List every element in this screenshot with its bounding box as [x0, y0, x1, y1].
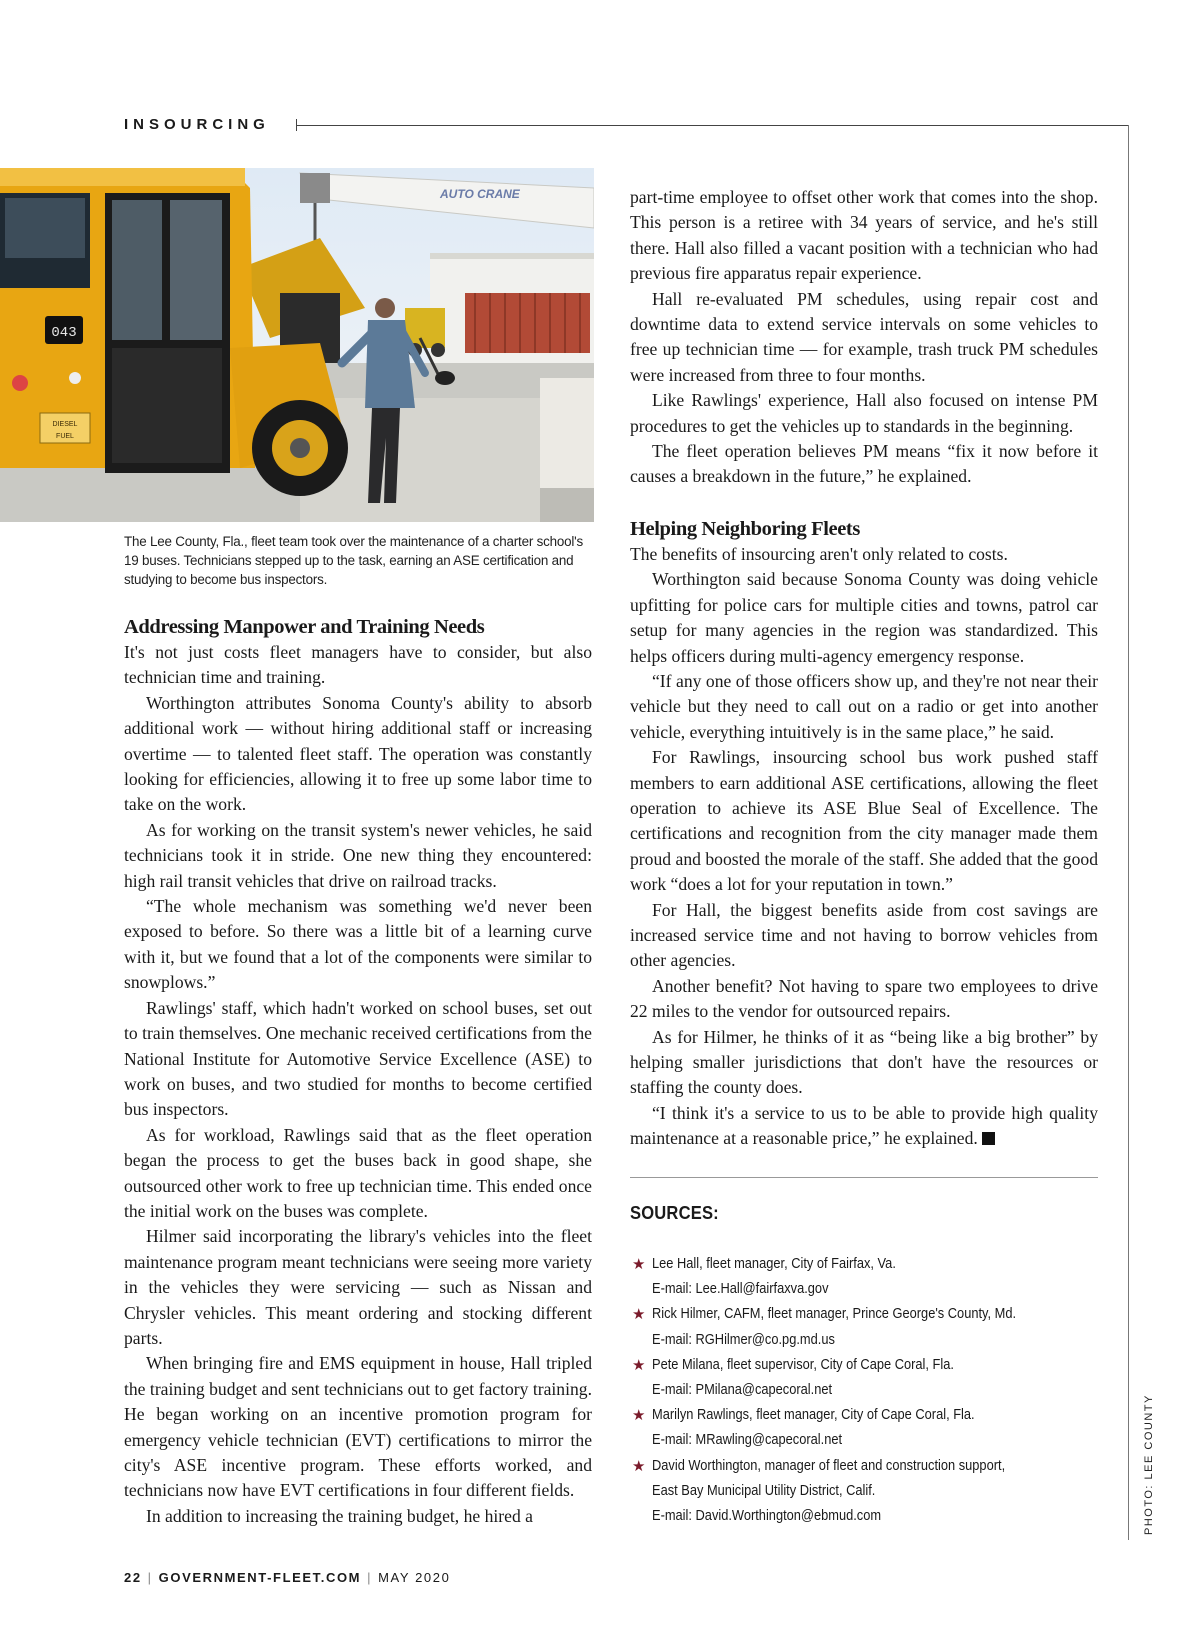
paragraph: Hilmer said incorporating the library's vehicles into the fleet maintenance program meant technicians were seeing more variety in the vehicles they were servicing — such as Nissan and Chrysler vehicles. This meant ordering and stocking different parts.	[124, 1226, 592, 1348]
source-item	[632, 1353, 1102, 1403]
sources-title: SOURCES:	[630, 1203, 719, 1223]
photo-caption: The Lee County, Fla., fleet team took over the maintenance of a charter school's 19 buses. Technicians stepped up to the task, earning an ASE certification and studying to become bus inspectors.	[124, 534, 583, 587]
source-line: East Bay Municipal Utility District, Calif.	[652, 1482, 876, 1499]
paragraph: Another benefit? Not having to spare two employees to drive 22 miles to the vendor for outsourced repairs.	[630, 975, 1098, 1022]
paragraph: Worthington attributes Sonoma County's ability to absorb additional work — without hiring additional staff or increasing overtime — to talented fleet staff. The operation was constantly looking for efficiencies, allowing it to free up some labor time to take on the work.	[124, 692, 592, 815]
end-of-article-mark	[982, 1132, 995, 1145]
paragraph: For Hall, the biggest benefits aside from cost savings are increased service time and not having to borrow vehicles from other agencies.	[630, 899, 1098, 971]
paragraph: “If any one of those officers show up, and they're not near their vehicle but they need to call out on a radio or get into another vehicle, everything intuitively is in the same place,” he said.	[630, 670, 1098, 742]
paragraph: “The whole mechanism was something we'd never been exposed to before. So there was a little bit of a learning curve with it, but we found that a lot of the components were similar to snowplows.”	[124, 896, 592, 993]
section-label: INSOURCING	[124, 116, 270, 133]
right-column	[630, 185, 1098, 1152]
left-column	[124, 614, 592, 1529]
star-icon: ★	[632, 1457, 646, 1475]
source-line: Rick Hilmer, CAFM, fleet manager, Prince George's County, Md.	[652, 1306, 1017, 1323]
paragraph: Like Rawlings' experience, Hall also focused on intense PM procedures to get the vehicles up to standards in the beginning.	[630, 390, 1098, 436]
paragraph: It's not just costs fleet managers have to consider, but also technician time and training.	[124, 642, 592, 688]
paragraph: Rawlings' staff, which hadn't worked on school buses, set out to train themselves. One mechanic received certifications from the National Institute for Automotive Service Excellence (ASE) to work on buses, and two studied for months to become certified bus inspectors.	[124, 997, 592, 1120]
source-line: David Worthington, manager of fleet and construction support,	[652, 1457, 1006, 1474]
header-rule	[296, 125, 1128, 126]
star-icon: ★	[632, 1407, 646, 1425]
paragraph: Worthington said because Sonoma County was doing vehicle upfitting for police cars for multiple cities and towns, patrol car setup for many agencies in the region was standardized. This helps officers during multi-agency emergency response.	[630, 569, 1098, 666]
paragraph: part-time employee to offset other work that comes into the shop. This person is a retiree with 34 years of service, and he's still there. Hall also filled a vacant position with a technician who had previous fire apparatus repair experience.	[630, 187, 1098, 284]
source-email: E-mail: MRawling@capecoral.net	[652, 1432, 843, 1449]
star-icon: ★	[632, 1306, 646, 1324]
source-line: Lee Hall, fleet manager, City of Fairfax, Va.	[652, 1256, 896, 1272]
source-item	[632, 1403, 1102, 1453]
page-footer	[124, 1570, 450, 1585]
source-email: E-mail: RGHilmer@co.pg.md.us	[652, 1331, 835, 1348]
fuel-label-top: DIESEL	[52, 421, 78, 428]
paragraph: The benefits of insourcing aren't only related to costs.	[630, 543, 1008, 564]
paragraph: The fleet operation believes PM means “fix it now before it causes a breakdown in the future,” he explained.	[630, 441, 1098, 487]
paragraph: As for workload, Rawlings said that as the fleet operation began the process to get the buses back in good shape, she outsourced other work to free up technician time. This ended once the initial work on the buses was complete.	[124, 1124, 592, 1221]
paragraph: When bringing fire and EMS equipment in house, Hall tripled the training budget and sent technicians out to get factory training. He began working on an incentive promotion program for emergency vehicle technician (EVT) certifications to mirror the city's ASE incentive program. These efforts worked, and technicians now have EVT certifications in four different fields.	[124, 1353, 592, 1501]
paragraph: Hall re-evaluated PM schedules, using repair cost and downtime data to extend service intervals on some vehicles to free up technician time — for example, trash truck PM schedules were increased from three to four months.	[630, 288, 1098, 385]
page-number: 22	[124, 1570, 142, 1585]
sources-list	[632, 1252, 1102, 1529]
footer-separator: |	[147, 1570, 153, 1585]
source-line: Marilyn Rawlings, fleet manager, City of Cape Coral, Fla.	[652, 1407, 975, 1424]
issue-date: MAY 2020	[378, 1570, 451, 1585]
crane-text: AUTO CRANE	[440, 187, 520, 201]
source-email: E-mail: PMilana@capecoral.net	[652, 1382, 833, 1399]
source-item	[632, 1302, 1102, 1352]
paragraph-text: “I think it's a service to us to be able to provide high quality maintenance at a reasonable price,” he explained.	[630, 1102, 1098, 1149]
section-heading: Helping Neighboring Fleets	[630, 517, 860, 540]
sources-divider	[630, 1177, 1098, 1178]
star-icon: ★	[632, 1256, 646, 1273]
star-icon: ★	[632, 1356, 646, 1374]
source-item	[632, 1454, 1102, 1530]
footer-separator: |	[367, 1570, 373, 1585]
source-item	[632, 1252, 1102, 1302]
section-heading: Addressing Manpower and Training Needs	[124, 616, 485, 638]
right-margin-rule	[1128, 125, 1129, 1540]
fuel-label-bottom: FUEL	[56, 433, 74, 440]
paragraph: As for working on the transit system's newer vehicles, he said technicians took it in stride. One new thing they encountered: high rail transit vehicles that drive on railroad tracks.	[124, 819, 592, 891]
paragraph: For Rawlings, insourcing school bus work pushed staff members to earn additional ASE certifications, allowing the fleet operation to achieve its ASE Blue Seal of Excellence. The certifications and recognition from the city manager made them proud and boosted the morale of the staff. She added that the good work “does a lot for your reputation in town.”	[630, 747, 1098, 895]
paragraph: In addition to increasing the training budget, he hired a	[146, 1505, 533, 1526]
paragraph-final	[630, 1101, 1098, 1152]
source-email: E-mail: Lee.Hall@fairfaxva.gov	[652, 1281, 829, 1298]
bus-maintenance-photo	[0, 168, 594, 522]
paragraph: As for Hilmer, he thinks of it as “being like a big brother” by helping smaller jurisdictions that don't have the resources or staffing the county does.	[630, 1026, 1098, 1098]
photo-credit: PHOTO: LEE COUNTY	[1143, 1394, 1155, 1535]
source-line: Pete Milana, fleet supervisor, City of Cape Coral, Fla.	[652, 1356, 954, 1373]
bus-number-label: 043	[51, 325, 77, 341]
publication-name: GOVERNMENT-FLEET.COM	[158, 1570, 362, 1585]
source-email: E-mail: David.Worthington@ebmud.com	[652, 1508, 882, 1525]
